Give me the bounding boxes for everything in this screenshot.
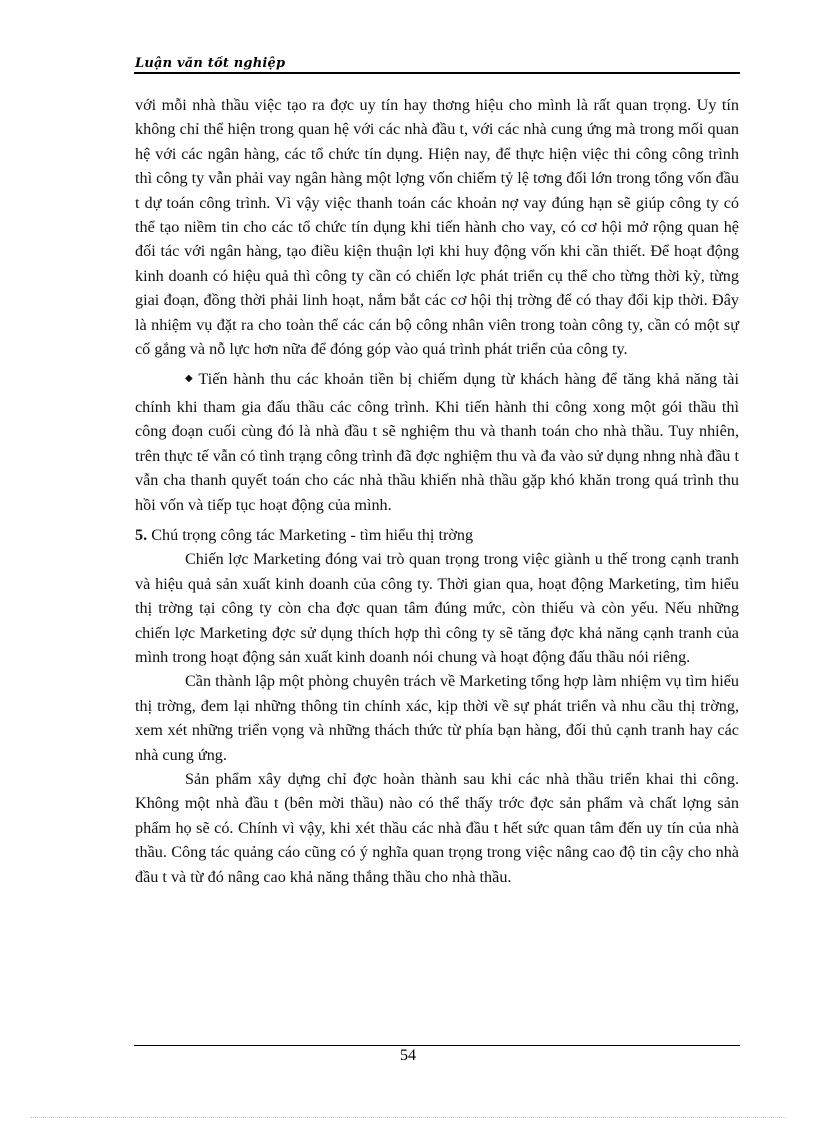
paragraph-3: Chiến lợc Marketing đóng vai trò quan trọng trong việc giành u thế trong cạnh tranh và hiệu quả sản xuất kinh doanh của công ty. Thời gian qua, hoạt động Marketing, tìm hiểu thị trờng tại công ty còn cha đợc quan tâm đúng mức, còn thiếu và còn yếu. Nếu những chiến lợc Marketing đợc sử dụng thích hợp thì công ty sẽ tăng đợc khả năng cạnh tranh của mình trong hoạt động sản xuất kinh doanh nói chung và hoạt động đấu thầu nói riêng. — [135, 550, 739, 666]
bullet-paragraph — [135, 367, 739, 516]
paragraph-4: Cần thành lập một phòng chuyên trách về Marketing tổng hợp làm nhiệm vụ tìm hiểu thị trờng, đem lại những thông tin chính xác, kịp thời về sự phát triển và nhu cầu thị trờng, xem xét những triển vọng và những thách thức từ phía bạn hàng, đối thủ cạnh tranh hay các nhà cung ứng. — [135, 672, 739, 764]
diamond-bullet-icon: ◆ — [185, 373, 195, 385]
paragraph-1: với mỗi nhà thầu việc tạo ra đợc uy tín hay thơng hiệu cho mình là rất quan trọng. Uy tín không chỉ thể hiện trong quan hệ với các nhà đầu t, với các nhà cung ứng mà trong mối quan hệ với các ngân hàng, các tổ chức tín dụng. Hiện nay, để thực hiện việc thi công công trình thì công ty vẫn phải vay ngân hàng một lợng vốn chiếm tỷ lệ tơng đối lớn trong tổng vốn đầu t dự toán công trình. Vì vậy việc thanh toán các khoản nợ vay đúng hạn sẽ giúp công ty có thể tạo niềm tin cho các tổ chức tín dụng khi tiến hành cho vay, có cơ hội mở rộng quan hệ đối tác với ngân hàng, tạo điều kiện thuận lợi khi huy động vốn khi cần thiết. Để hoạt động kinh doanh có hiệu quả thì công ty cần có chiến lợc phát triển cụ thể cho từng thời kỳ, từng giai đoạn, đồng thời phải linh hoạt, nắm bắt các cơ hội thị trờng để có thay đổi kịp thời. Đây là nhiệm vụ đặt ra cho toàn thể các cán bộ công nhân viên trong toàn công ty, cần có một sự cố gắng và nỗ lực hơn nữa để đóng góp vào quá trình phát triển của công ty. — [135, 96, 739, 359]
section-title: Chú trọng công tác Marketing - tìm hiểu thị trờng — [151, 525, 474, 544]
footer-divider — [134, 1045, 740, 1046]
page-bottom-border — [30, 1117, 786, 1118]
running-header-title: Luận văn tốt nghiệp — [135, 56, 286, 70]
section-number: 5. — [135, 525, 148, 544]
paragraph-2: Tiến hành thu các khoản tiền bị chiếm dụng từ khách hàng để tăng khả năng tài chính khi tham gia đấu thầu các công trình. Khi tiến hành thi công xong một gói thầu thì công đoạn cuối cùng đó là nhà đầu t sẽ nghiệm thu và thanh toán cho nhà thầu. Tuy nhiên, trên thực tế vẫn có tình trạng công trình đã đợc nghiệm thu và đa vào sử dụng nhng nhà đầu t vẫn cha thanh quyết toán cho các nhà thầu khiến nhà thầu gặp khó khăn trong quá trình thu hồi vốn và tiếp tục hoạt động của mình. — [135, 370, 739, 514]
page-number: 54 — [400, 1047, 416, 1064]
page-body — [135, 93, 739, 889]
section-heading — [135, 523, 739, 547]
paragraph-5: Sản phẩm xây dựng chỉ đợc hoàn thành sau khi các nhà thầu triển khai thi công. Không một nhà đầu t (bên mời thầu) nào có thể thấy trớc đợc sản phẩm và chất lợng sản phẩm họ sẽ có. Chính vì vậy, khi xét thầu các nhà đầu t hết sức quan tâm đến uy tín của nhà thầu. Công tác quảng cáo cũng có ý nghĩa quan trọng trong việc nâng cao độ tin cậy cho nhà đầu t và từ đó nâng cao khả năng thắng thầu cho nhà thầu. — [135, 769, 739, 886]
header-divider — [134, 72, 740, 74]
